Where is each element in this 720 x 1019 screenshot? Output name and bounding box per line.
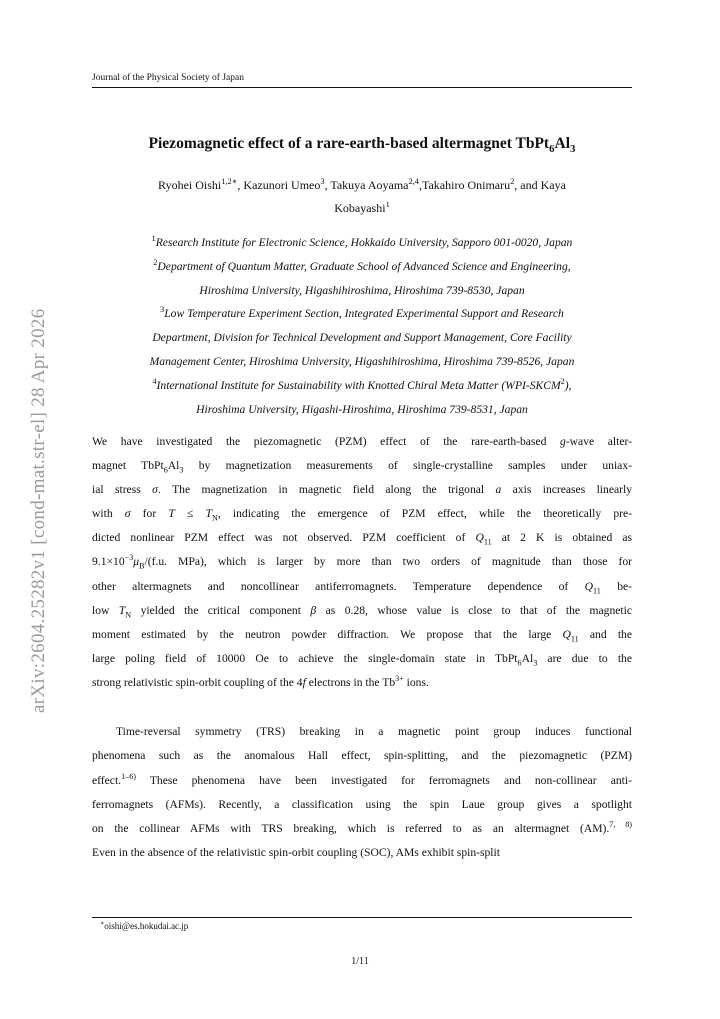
abstract-line: We have investigated the piezomagnetic (PZM) effect of the rare-earth-based g-wave alter- [92,435,632,448]
author-list [92,174,632,220]
author-name: , and Kaya [514,178,566,192]
intro-line: Time-reversal symmetry (TRS) breaking in a magnetic point group induces functional [116,725,632,738]
corresponding-email[interactable]: oishi@es.hokudai.ac.jp [104,921,189,931]
affiliation-line [92,302,632,326]
intro-line: Even in the absence of the relativistic spin-orbit coupling (SOC), AMs exhibit spin-split [92,846,500,860]
corresponding-author-footnote [100,921,188,931]
affiliation-number: 1 [151,234,156,244]
intro-line: phenomena such as the anomalous Hall effect, spin-splitting, and the piezomagnetic (PZM) [92,749,632,763]
arxiv-side-identifier[interactable] [16,255,56,715]
author-name: , Takuya Aoyama [324,178,409,192]
author-affiliation-mark: 3 [320,177,325,186]
abstract-line: ial stress σ. The magnetization in magnetic field along the trigonal a axis increases linearly [92,483,632,497]
abstract-line: with σ for $T \le T_N$, indicating the emergence of PZM effect, while the theoretically pre- [92,507,632,523]
author-affiliation-mark: 1,2∗ [221,177,238,186]
abstract-line: other altermagnets and noncollinear antiferromagnets. Temperature dependence of $Q_{11}$ be- [92,579,632,595]
affiliation-line [92,255,632,279]
abstract-line: low $T_N$ yielded the critical component β as 0.28, whose value is close to that of the magnetic [92,603,632,619]
title-subscript-2: 3 [570,143,576,156]
author-name: , Kazunori Umeo [237,178,321,192]
affiliation-text: Department of Quantum Matter, Graduate School of Advanced Science and Engineering, [157,259,571,273]
abstract-line: large poling field of 10000 Oe to achieve the single-domain state in $TbPt_6Al_3$ are due to the [92,651,632,668]
footnote-mark: ∗ [100,920,105,927]
affiliation-text: Hiroshima University, Higashihiroshima, Hiroshima 739-8530, Japan [199,283,525,297]
affiliation-text: International Institute for Sustainability with Knotted Chiral Meta Matter (WPI-SKCM [156,378,561,392]
abstract-line: dicted nonlinear PZM effect was not observed. PZM coefficient of $Q_{11}$ at 2 K is obtained as [92,531,632,547]
affiliation-text: Research Institute for Electronic Science, Hokkaido University, Sapporo 001-0020, Japan [155,236,573,249]
abstract-line: magnet $TbPt_6Al_3$ by magnetization measurements of single-crystalline samples under uniax- [92,459,632,475]
affiliation-line [92,350,632,374]
journal-running-head: Journal of the Physical Society of Japan [92,73,632,88]
author-name: ,Takahiro Onimaru [418,178,511,192]
affiliation-superscript: 2 [560,376,565,386]
author-affiliation-mark: 1 [385,200,390,209]
affiliation-number: 4 [152,376,157,386]
affiliation-text: Management Center, Hiroshima University, Higashihiroshima, Hiroshima 739-8526, Japan [149,354,575,368]
affiliation-text: Hiroshima University, Higashi-Hiroshima, Hiroshima 739-8531, Japan [196,402,528,416]
page-number: 1/11 [351,956,369,967]
title-mid: Al [554,135,571,152]
introduction-paragraph [92,720,632,866]
intro-line: on the collinear AFMs with TRS breaking, which is referred to as an altermagnet (AM).$^{7, 8)}$ [92,820,632,836]
abstract-line: strong relativistic spin-orbit coupling of the 4f electrons in the $Tb^{3+}$ ions. [92,674,429,689]
affiliation-number: 3 [160,305,165,315]
paper-title [92,135,632,156]
affiliation-line [92,326,632,350]
intro-line: effect.$^{1-6)}$ These phenomena have been investigated for ferromagnets and non-collinear anti- [92,771,632,787]
author-line-2 [92,197,632,220]
affiliation-text: Low Temperature Experiment Section, Integrated Experimental Support and Research [164,307,564,321]
intro-line: ferromagnets (AFMs). Recently, a classification using the spin Laue group gives a spotlight [92,797,632,811]
affiliation-line [92,231,632,255]
arxiv-id-text[interactable]: arXiv:2604.25282v1 [cond-mat.str-el] 28 Apr 2026 [28,308,49,713]
title-main: Piezomagnetic effect of a rare-earth-based altermagnet TbPt [148,135,550,152]
author-name: Kobayashi [334,201,386,215]
author-line-1 [92,174,632,197]
author-affiliation-mark: 2,4 [408,177,419,186]
abstract-line: $9.1\times 10^{-3}\mu_B/(f.u$. MPa), which is larger by more than two orders of magnitude than those for [92,553,632,571]
affiliations-block [92,231,632,421]
footnote-rule [92,917,632,918]
affiliation-number: 2 [153,257,158,267]
author-affiliation-mark: 2 [510,177,515,186]
abstract-line: moment estimated by the neutron powder diffraction. We propose that the large $Q_{11}$ and the [92,627,632,644]
affiliation-line [92,279,632,303]
affiliation-text: Department, Division for Technical Development and Support Management, Core Facility [152,331,572,345]
affiliation-line [92,374,632,398]
affiliation-line [92,398,632,422]
abstract [92,430,632,695]
author-name: Ryohei Oishi [158,178,222,192]
affiliation-tail: ), [564,378,572,392]
title-subscript-1: 6 [549,143,555,156]
